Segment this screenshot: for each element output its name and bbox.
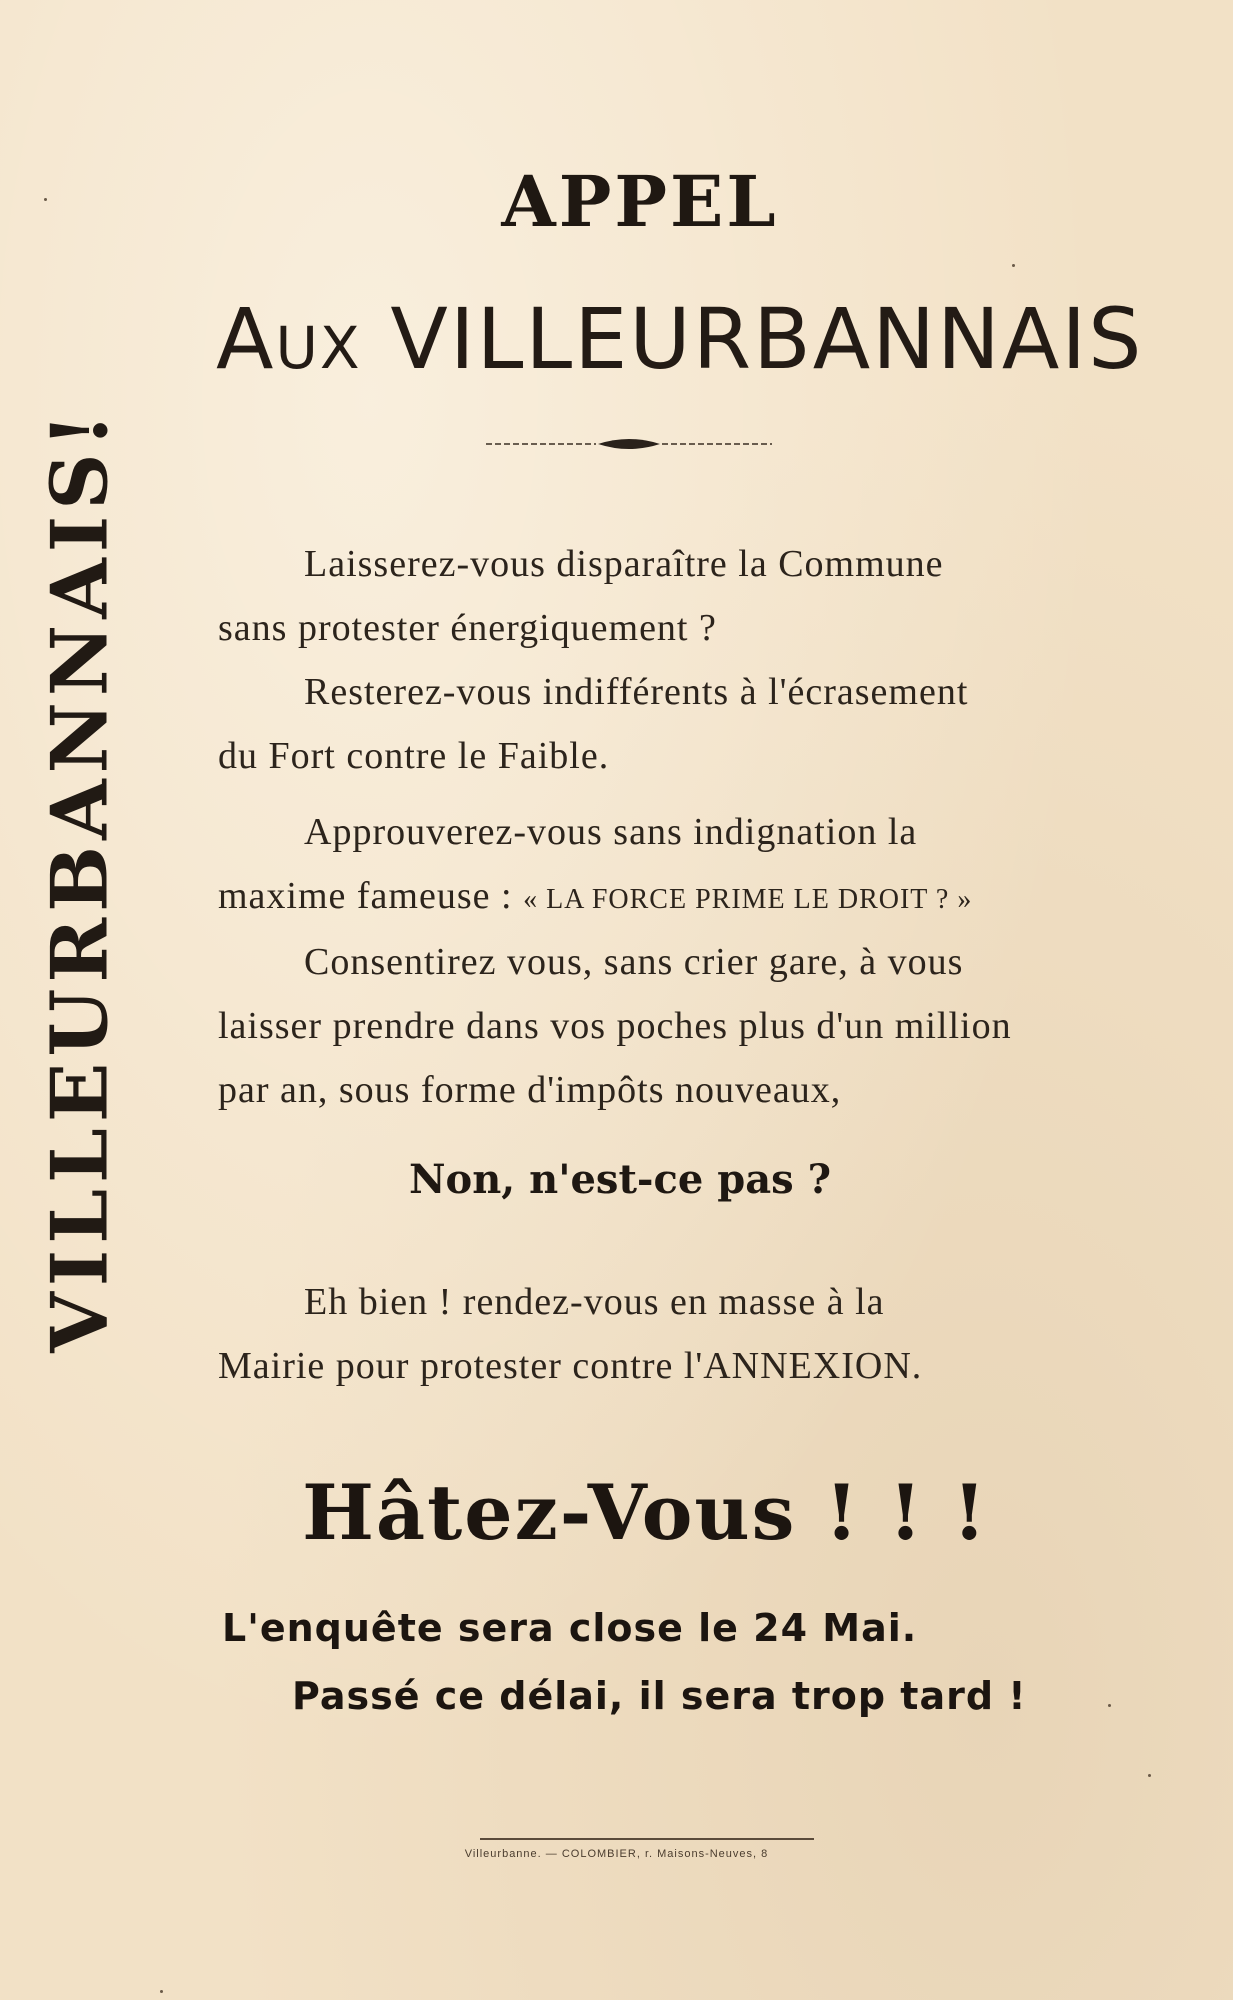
question-line: Non, n'est-ce pas ? [408,1156,832,1203]
paragraph-line: Laisserez-vous disparaître la Commune [304,543,944,585]
paragraph-impots [218,930,1066,1122]
paper-speck [44,198,47,201]
printer-imprint: Villeurbanne. — COLOMBIER, r. Maisons-Neuves, 8 [464,1848,769,1860]
paragraph-commune [218,532,1066,660]
ornament-rule [486,436,772,452]
paragraph-line: Eh bien ! rendez-vous en masse à la [304,1281,885,1323]
paragraph-fort-faible [218,660,1066,788]
subtitle-rest: VILLEURBANNAIS [361,290,1144,388]
paper-speck [1108,1704,1111,1707]
paragraph-line: du Fort contre le Faible. [218,735,610,777]
poster-subtitle [216,290,1144,388]
paragraph-line: Resterez-vous indifférents à l'écrasement [304,671,969,713]
maxime-quote: « LA FORCE PRIME LE DROIT ? » [523,884,973,915]
paragraph-line: Consentirez vous, sans crier gare, à vous [304,941,964,983]
paragraph-line: laisser prendre dans vos poches plus d'un million [218,1005,1012,1047]
paragraph-line: sans protester énergiquement ? [218,607,717,649]
paper-speck [1148,1774,1151,1777]
paper-speck [1012,264,1015,267]
exclamation-heading: Hâtez-Vous ! ! ! [302,1468,988,1557]
side-banner: VILLEURBANNAIS! [34,407,126,1353]
subtitle-initial: A [216,290,276,388]
subtitle-small-caps: UX [275,314,362,382]
footer-rule [480,1838,814,1840]
paper-speck [160,1990,163,1993]
paragraph-maxime [218,800,1066,932]
paragraph-annexion [218,1270,1066,1398]
paragraph-line: par an, sous forme d'impôts nouveaux, [218,1069,842,1111]
maxime-lead: maxime fameuse : [218,875,524,917]
paragraph-line: Mairie pour protester contre l'ANNEXION. [218,1345,923,1387]
warning-line: Passé ce délai, il sera trop tard ! [292,1674,1027,1718]
paragraph-line [218,864,1066,932]
paragraph-line: Approuverez-vous sans indignation la [304,811,918,853]
deadline-line: L'enquête sera close le 24 Mai. [222,1606,918,1650]
poster-title: APPEL [501,160,779,243]
